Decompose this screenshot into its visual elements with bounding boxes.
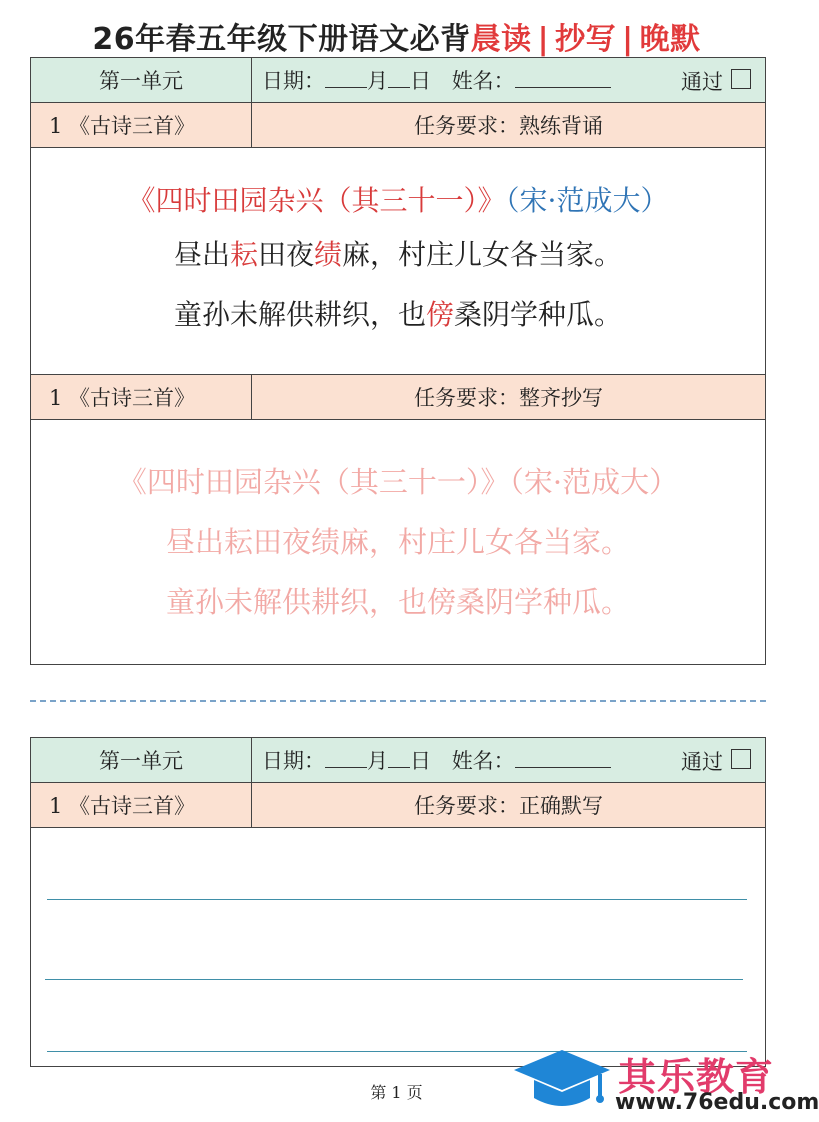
graduation-cap-icon: [512, 1046, 612, 1118]
info-row: [31, 58, 766, 103]
name-blank[interactable]: [515, 86, 611, 88]
dictation-task-row: [31, 783, 766, 828]
page-number: 第 1 页: [370, 1083, 423, 1102]
poem-line-1: 昼出耘田夜绩麻，村庄儿女各当家。: [173, 238, 623, 271]
recite-task-row: [31, 103, 766, 148]
pass-checkbox[interactable]: [731, 69, 751, 89]
trace-poem-line-2: 童孙未解供耕织，也傍桑阴学种瓜。: [165, 585, 630, 619]
cut-line-divider: [30, 700, 766, 702]
poem-title: 《四时田园杂兴（其三十一）》（宋·范成大）: [127, 184, 669, 217]
dictation-writing-area: [31, 828, 766, 1067]
date-name-line: 日期： 月 日 姓名： 通过: [252, 738, 766, 783]
task-requirement: 任务要求：熟练背诵: [252, 103, 766, 148]
brand-name: 其乐教育: [618, 1055, 775, 1099]
poem-line-2: 童孙未解供耕织，也傍桑阴学种瓜。: [173, 298, 623, 331]
writing-line: [47, 899, 747, 900]
page-title: 26年春五年级下册语文必背晨读 | 抄写 | 晚默: [92, 22, 701, 57]
pass-checkbox[interactable]: [731, 749, 751, 769]
task-requirement: 任务要求：整齐抄写: [252, 375, 766, 420]
date-name-line: 日期： 月 日 姓名： 通过: [252, 58, 766, 103]
brand-logo: [512, 1046, 819, 1118]
day-blank[interactable]: [388, 86, 410, 88]
info-row: [31, 738, 766, 783]
writing-line: [45, 979, 743, 980]
task-requirement: 任务要求：正确默写: [252, 783, 766, 828]
lesson-title: 1 《古诗三首》: [31, 103, 252, 148]
recite-content: [31, 148, 766, 375]
month-blank[interactable]: [325, 766, 367, 768]
lesson-title: 1 《古诗三首》: [31, 375, 252, 420]
pass-label: 通过: [681, 750, 723, 774]
copy-task-row: [31, 375, 766, 420]
copy-content: [31, 420, 766, 665]
name-blank[interactable]: [515, 766, 611, 768]
dictation-worksheet: [30, 737, 766, 1067]
pass-label: 通过: [681, 70, 723, 94]
brand-url: www.76edu.com: [615, 1090, 819, 1115]
unit-label: 第一单元: [31, 58, 252, 103]
unit-label: 第一单元: [31, 738, 252, 783]
lesson-title: 1 《古诗三首》: [31, 783, 252, 828]
poem-author: （宋·范成大）: [505, 184, 669, 217]
trace-poem-title: 《四时田园杂兴（其三十一）》（宋·范成大）: [117, 465, 679, 499]
trace-poem-line-1: 昼出耘田夜绩麻，村庄儿女各当家。: [165, 525, 630, 559]
month-blank[interactable]: [325, 86, 367, 88]
day-blank[interactable]: [388, 766, 410, 768]
recite-copy-worksheet: [30, 57, 766, 665]
